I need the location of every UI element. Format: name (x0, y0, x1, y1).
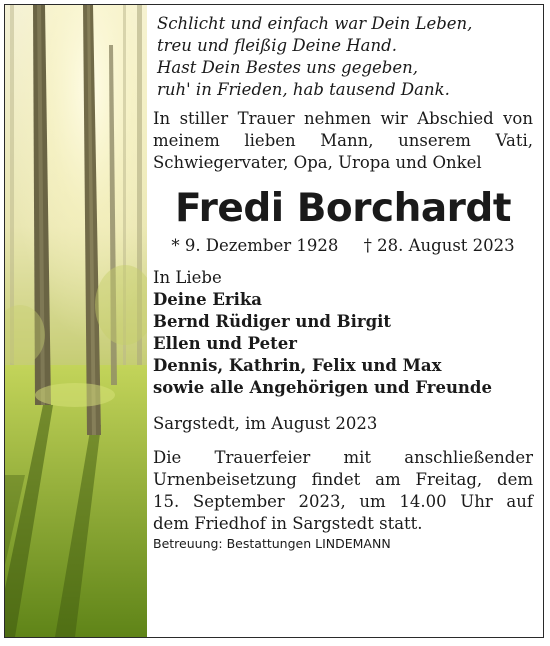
poem-line: Hast Dein Bestes uns gegeben, (157, 58, 418, 77)
mourner-name: sowie alle Angehörigen und Freunde (153, 378, 492, 397)
undertaker-credit: Betreuung: Bestattungen LINDEMANN (153, 536, 391, 551)
intro-line: meinem lieben Mann, unserem Vati, (153, 131, 533, 150)
poem-line: treu und fleißig Deine Hand. (157, 36, 397, 55)
deceased-name: Fredi Borchardt (175, 186, 511, 231)
service-line: dem Friedhof in Sargstedt statt. (153, 514, 423, 533)
poem-line: ruh' in Frieden, hab tausend Dank. (157, 80, 450, 99)
mourner-name: Bernd Rüdiger und Birgit (153, 312, 392, 331)
notice-text (153, 13, 533, 631)
place-date: Sargstedt, im August 2023 (153, 414, 378, 433)
birth-date: * 9. Dezember 1928 (171, 236, 339, 255)
obituary-notice (4, 4, 544, 638)
poem (157, 13, 533, 101)
forest-photo (5, 5, 147, 637)
mourners-list (153, 267, 533, 399)
service-line: Die Trauerfeier mit anschließender (153, 448, 533, 467)
mourner-name: Deine Erika (153, 290, 262, 309)
life-dates (153, 235, 533, 257)
service-info (153, 447, 533, 535)
service-line: Urnenbeisetzung findet am Freitag, dem (153, 470, 533, 489)
sunlit-forest-image (5, 5, 147, 637)
intro-line: In stiller Trauer nehmen wir Abschied von (153, 109, 533, 128)
mourner-name: Ellen und Peter (153, 334, 297, 353)
mourners-intro: In Liebe (153, 268, 222, 287)
mourner-name: Dennis, Kathrin, Felix und Max (153, 356, 442, 375)
intro-text (153, 108, 533, 174)
service-line: 15. September 2023, um 14.00 Uhr auf (153, 492, 533, 511)
intro-line: Schwiegervater, Opa, Uropa und Onkel (153, 153, 482, 172)
poem-line: Schlicht und einfach war Dein Leben, (157, 14, 473, 33)
death-date: † 28. August 2023 (363, 236, 515, 255)
